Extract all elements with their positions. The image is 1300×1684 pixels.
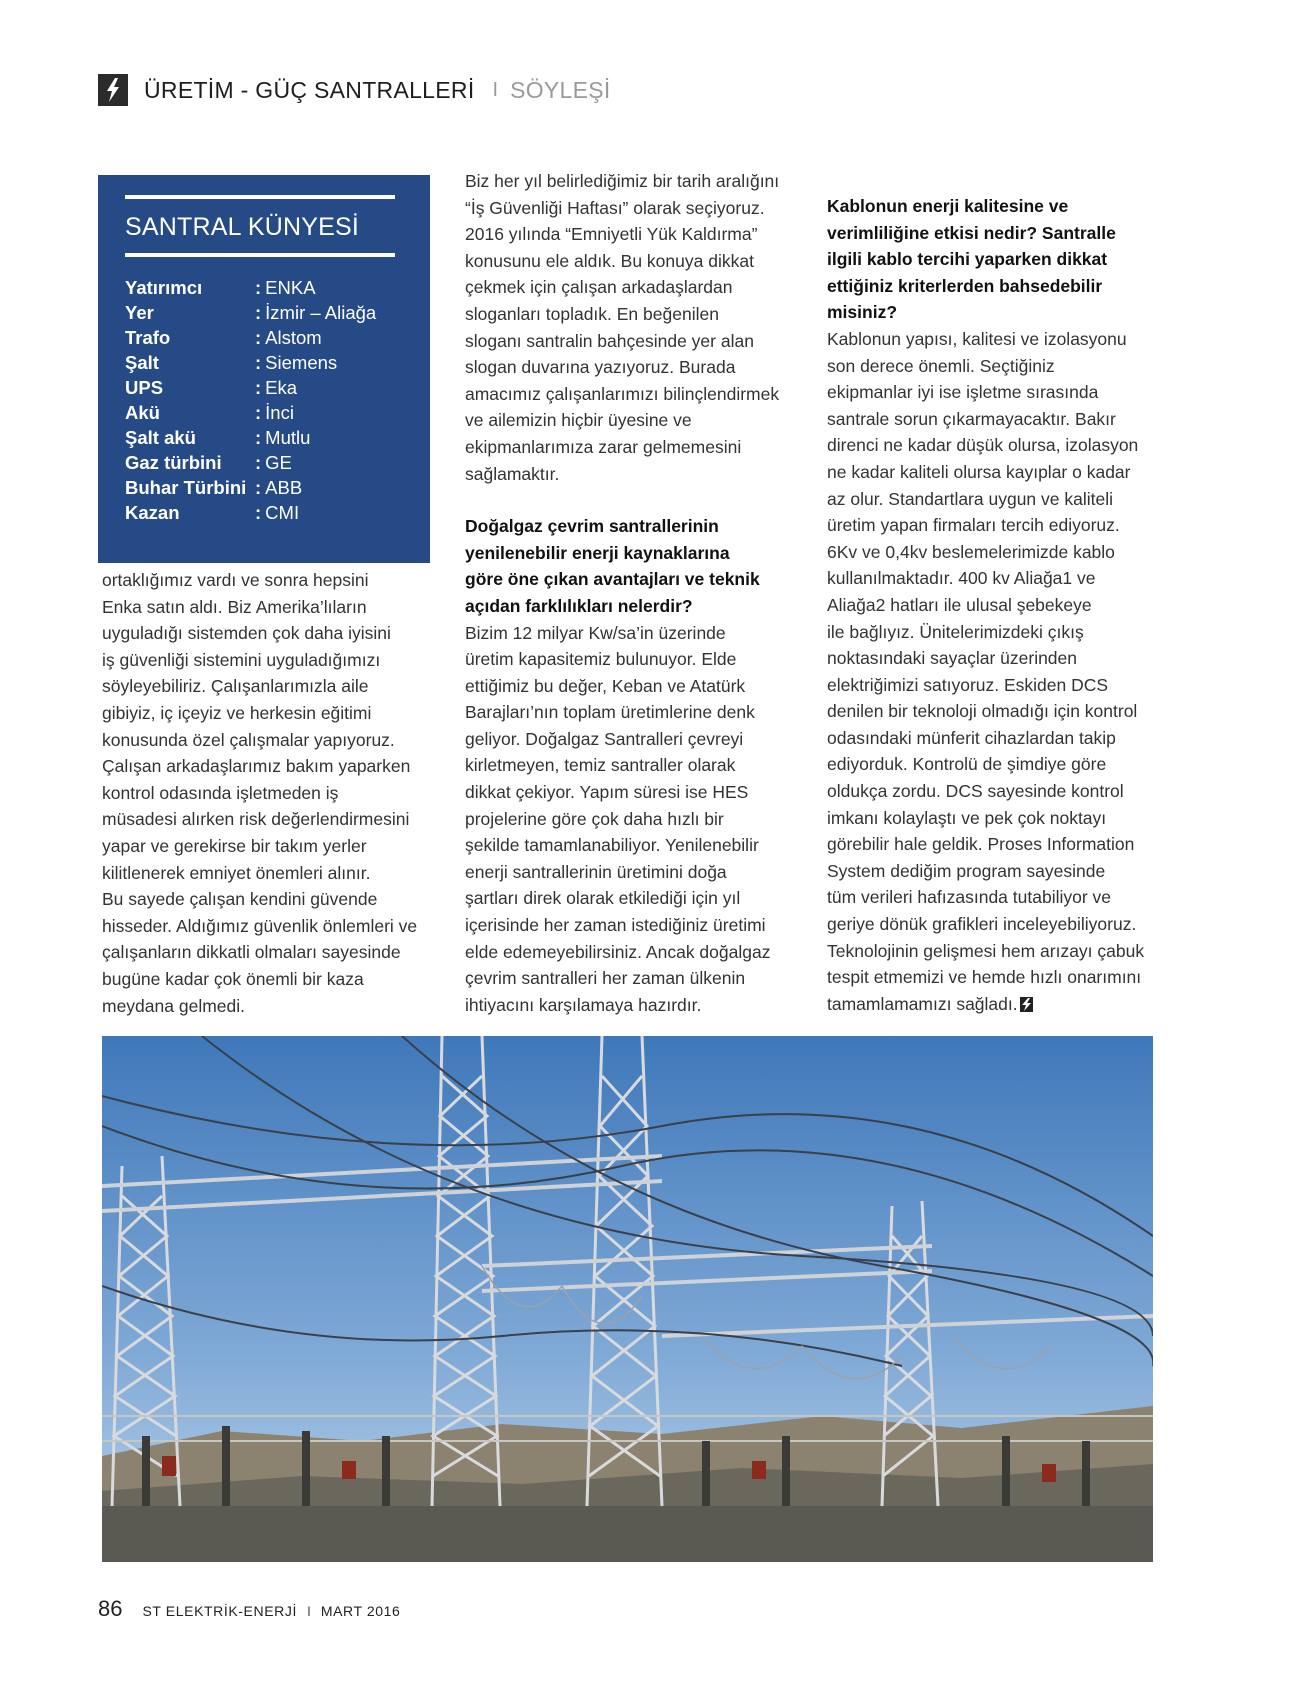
info-row — [125, 325, 376, 350]
text-line: Aliağa2 hatları ile ulusal şebekeye — [827, 594, 1092, 615]
info-value: İzmir – Aliağa — [265, 302, 377, 323]
text-line: elde edemeyebilirsiniz. Ancak doğalgaz — [465, 941, 771, 962]
info-colon: : — [255, 477, 262, 498]
info-key: Trafo — [125, 327, 171, 348]
footer-separator: I — [306, 1603, 311, 1619]
info-row — [125, 500, 376, 525]
text-line: elektriğimizi satıyoruz. Eskiden DCS — [827, 674, 1109, 695]
text-line: oldukça zordu. DCS sayesinde kontrol — [827, 781, 1124, 802]
text-line: yapar ve gerekirse bir takım yerler — [102, 835, 367, 856]
text-line: kullanılmaktadır. 400 kv Aliağa1 ve — [827, 568, 1096, 589]
text-line: ortaklığımız vardı ve sonra hepsini — [102, 570, 369, 590]
text-line: ekipmanlar iyi ise işletme sırasında — [827, 382, 1099, 403]
info-row — [125, 475, 376, 500]
info-row — [125, 375, 376, 400]
info-colon: : — [255, 502, 262, 523]
question-line: ilgili kablo tercihi yaparken dikkat — [827, 249, 1108, 270]
section-title: ÜRETİM - GÜÇ SANTRALLERİ — [144, 76, 475, 103]
text-line: Çalışan arkadaşlarımız bakım yaparken — [102, 756, 411, 777]
info-key: UPS — [125, 377, 164, 398]
question-line: ettiğiniz kriterlerden bahsedebilir — [827, 275, 1103, 296]
text-line: ve ailemizin hiçbir üyesine ve — [465, 410, 692, 431]
subsection-title: SÖYLEŞİ — [510, 76, 611, 103]
text-line: noktasındaki sayaçlar üzerinden — [827, 648, 1078, 669]
text-line: projelerine göre çok daha hızlı bir — [465, 808, 724, 829]
info-row — [125, 300, 376, 325]
text-line: konusunda özel çalışmalar yapıyoruz. — [102, 729, 395, 750]
text-line: tespit etmemizi ve hemde hızlı onarımını — [827, 967, 1142, 988]
info-row — [125, 450, 376, 475]
text-line: kilitlenerek emniyet önemleri alınır. — [102, 862, 371, 883]
info-row — [125, 275, 376, 300]
text-line: sloganları topladık. En beğenilen — [465, 303, 719, 324]
text-line: Barajları’nın toplam üretimlerine denk — [465, 702, 755, 723]
column-2-paragraph — [465, 168, 795, 487]
text-line: şartları direk olarak etkilediği için yıl — [465, 888, 741, 909]
info-box-title: SANTRAL KÜNYESİ — [125, 213, 360, 241]
info-key: Yatırımcı — [125, 277, 203, 298]
text-line: meydana gelmedi. — [102, 995, 245, 1016]
info-colon: : — [255, 452, 262, 473]
info-row — [125, 400, 376, 425]
info-box-table — [125, 275, 376, 525]
text-line: müsadesi alırken risk değerlendirmesini — [102, 809, 410, 830]
info-colon: : — [255, 352, 262, 373]
info-value: ABB — [265, 477, 303, 498]
info-box-bottom-rule — [125, 253, 395, 257]
info-key: Yer — [125, 302, 154, 323]
question-line: açıdan farklılıkları nelerdir? — [465, 595, 693, 616]
info-row — [125, 350, 376, 375]
question-heading-1 — [465, 513, 795, 619]
text-line: çevrim santralleri her zaman ülkenin — [465, 968, 746, 989]
info-key: Şalt akü — [125, 427, 196, 448]
info-colon: : — [255, 302, 262, 323]
question-line: yenilenebilir enerji kaynaklarına — [465, 542, 730, 563]
plant-info-box — [98, 175, 430, 563]
text-line: Kablonun yapısı, kalitesi ve izolasyonu — [827, 328, 1127, 349]
page-footer — [98, 1596, 400, 1622]
text-line: uyguladığı sistemden çok daha iyisini — [102, 623, 391, 644]
info-colon: : — [255, 402, 262, 423]
text-line: enerji santrallerinin üretimini doğa — [465, 861, 727, 882]
text-line: tamamlamamızı sağladı. — [827, 993, 1018, 1014]
text-line: denilen bir teknoloji olmadığı için kontrol — [827, 701, 1138, 722]
info-key: Gaz türbini — [125, 452, 222, 473]
text-line: ediyorduk. Kontrolü de şimdiye göre — [827, 754, 1107, 775]
text-line: çekmek için çalışan arkadaşlardan — [465, 277, 733, 298]
text-line: konusunu ele aldık. Bu konuya dikkat — [465, 250, 754, 271]
article-column-1 — [102, 567, 432, 1019]
text-line: Bu sayede çalışan kendini güvende — [102, 889, 378, 910]
text-line: içerisinde her zaman istediğiniz üretimi — [465, 915, 766, 936]
column-1-text — [102, 567, 432, 1019]
question-line: Kablonun enerji kalitesine ve — [827, 196, 1069, 216]
text-line: az olur. Standartlara uygun ve kaliteli — [827, 488, 1113, 509]
text-line: santrale sorun çıkarmayacaktır. Bakır — [827, 408, 1116, 429]
magazine-name: ST ELEKTRİK-ENERJİ — [142, 1603, 297, 1619]
text-line: sağlamaktır. — [465, 463, 560, 484]
text-line: 2016 yılında “Emniyetli Yük Kaldırma” — [465, 224, 758, 245]
info-value: ENKA — [265, 277, 316, 298]
lightning-bolt-icon — [98, 74, 128, 106]
substation-photo — [102, 1036, 1153, 1562]
text-line: ile bağlıyız. Ünitelerimizdeki çıkış — [827, 621, 1084, 642]
text-line: ihtiyacını karşılamaya hazırdır. — [465, 994, 702, 1015]
text-line: System dediğim program sayesinde — [827, 860, 1106, 881]
text-line: “İş Güvenliği Haftası” olarak seçiyoruz. — [465, 197, 765, 218]
info-colon: : — [255, 377, 262, 398]
text-line: görebilir hale geldik. Proses Information — [827, 834, 1135, 855]
text-line: dikkat çekiyor. Yapım süresi ise HES — [465, 782, 749, 803]
info-key: Şalt — [125, 352, 159, 373]
text-line: ne kadar kaliteli olursa kayıplar o kadar — [827, 461, 1131, 482]
question-line: verimliliğine etkisi nedir? Santralle — [827, 222, 1116, 243]
text-line: şekilde tamamlanabiliyor. Yenilenebilir — [465, 835, 759, 856]
question-line: Doğalgaz çevrim santrallerinin — [465, 516, 719, 537]
text-line: geliyor. Doğalgaz Santralleri çevreyi — [465, 728, 744, 749]
article-column-2 — [465, 168, 795, 1018]
text-line: Biz her yıl belirlediğimiz bir tarih aralığını — [465, 171, 780, 191]
text-line: hisseder. Aldığımız güvenlik önlemleri ve — [102, 915, 418, 936]
info-colon: : — [255, 277, 262, 298]
text-line: direnci ne kadar düşük olursa, izolasyon — [827, 435, 1139, 456]
text-line: 6Kv ve 0,4kv beslemelerimizde kablo — [827, 541, 1115, 562]
info-value: İnci — [265, 402, 294, 423]
text-line: iş güvenliği sistemini uyguladığımızı — [102, 649, 381, 670]
text-line: amacımız çalışanlarımızı bilinçlendirmek — [465, 383, 780, 404]
text-line: Enka satın aldı. Biz Amerika’lıların — [102, 596, 367, 617]
info-box-top-rule — [125, 195, 395, 199]
text-line: sloganı santralin bahçesinde yer alan — [465, 330, 754, 351]
info-value: Mutlu — [265, 427, 311, 448]
text-line: imkanı kolaylaştı ve pek çok noktayı — [827, 807, 1107, 828]
text-line: çalışanların dikkatli olmaları sayesinde — [102, 942, 401, 963]
text-line: Bizim 12 milyar Kw/sa’in üzerinde — [465, 622, 726, 643]
info-colon: : — [255, 327, 262, 348]
issue-date: MART 2016 — [320, 1603, 401, 1619]
article-column-3 — [827, 193, 1167, 1017]
text-line: üretim kapasitemiz bulunuyor. Elde — [465, 649, 737, 670]
text-line: geriye dönük grafikleri inceleyebiliyoruz. — [827, 914, 1137, 935]
info-value: Siemens — [265, 352, 338, 373]
lightning-bolt-end-mark-icon — [1020, 997, 1033, 1012]
answer-paragraph-2 — [827, 326, 1167, 1017]
text-line: kirletmeyen, temiz santraller olarak — [465, 755, 736, 776]
text-line: kontrol odasında işletmeden iş — [102, 782, 339, 803]
question-heading-2 — [827, 193, 1167, 326]
text-line: ekipmanlarımıza zarar gelmemesini — [465, 436, 742, 457]
info-value: CMI — [265, 502, 300, 523]
text-line: gibiyiz, iç içeyiz ve herkesin eğitimi — [102, 702, 372, 723]
info-key: Akü — [125, 402, 160, 423]
info-colon: : — [255, 427, 262, 448]
info-value: Alstom — [265, 327, 322, 348]
question-line: göre öne çıkan avantajları ve teknik — [465, 569, 760, 590]
text-line: odasındaki münferit cihazlardan takip — [827, 727, 1116, 748]
page-header — [98, 72, 611, 108]
text-line: söyleyebiliriz. Çalışanlarımızla aile — [102, 676, 369, 697]
text-line: son derece önemli. Seçtiğiniz — [827, 355, 1055, 376]
info-key: Kazan — [125, 502, 180, 523]
info-row — [125, 425, 376, 450]
question-line: misiniz? — [827, 302, 898, 323]
text-line: Teknolojinin gelişmesi hem arızayı çabuk — [827, 940, 1145, 961]
text-line: tüm verileri hafızasında tutabiliyor ve — [827, 887, 1112, 908]
text-line: slogan duvarına yazıyoruz. Burada — [465, 357, 736, 378]
header-separator: I — [492, 78, 499, 101]
text-line: bugüne kadar çok önemli bir kaza — [102, 968, 364, 989]
answer-paragraph-1 — [465, 620, 795, 1019]
info-key: Buhar Türbini — [125, 477, 247, 498]
text-line: üretim yapan firmaları tercih ediyoruz. — [827, 515, 1120, 536]
page-number: 86 — [98, 1596, 123, 1621]
info-value: GE — [265, 452, 292, 473]
info-value: Eka — [265, 377, 298, 398]
text-line: ettiğimiz bu değer, Keban ve Atatürk — [465, 675, 746, 696]
